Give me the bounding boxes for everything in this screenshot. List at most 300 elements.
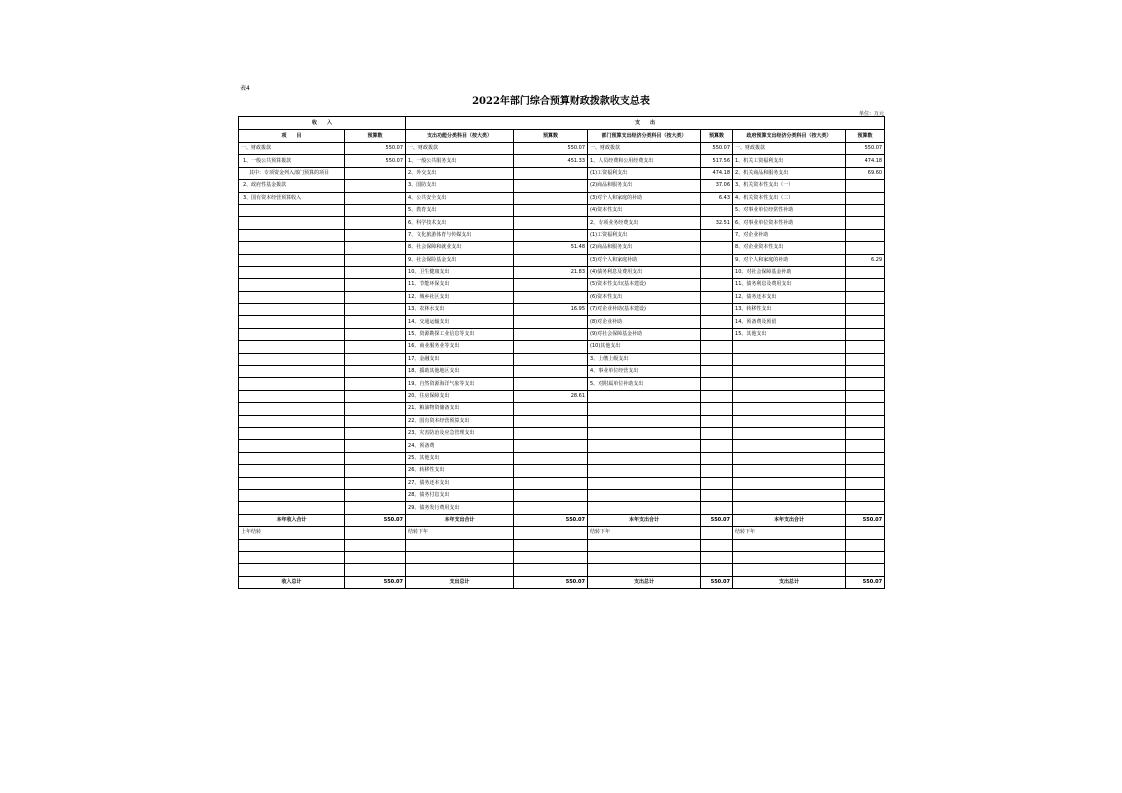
expense-group-header: 支 出	[406, 117, 885, 130]
table-cell	[239, 427, 345, 439]
table-row	[239, 390, 885, 402]
table-cell: 27、债务还本支出	[406, 477, 514, 489]
table-cell	[846, 527, 885, 539]
table-row	[239, 254, 885, 266]
table-cell: 474.18	[701, 167, 733, 179]
table-cell	[701, 328, 733, 340]
table-cell	[588, 489, 701, 501]
table-cell: 11、债务利息及费用支出	[733, 279, 846, 291]
table-cell	[514, 204, 588, 216]
table-cell	[588, 390, 701, 402]
table-cell	[239, 217, 345, 229]
table-cell	[701, 204, 733, 216]
table-cell	[345, 304, 406, 316]
table-cell	[733, 366, 846, 378]
table-cell	[345, 353, 406, 365]
table-cell	[345, 217, 406, 229]
table-cell: 20、住房保障支出	[406, 390, 514, 402]
table-cell	[514, 378, 588, 390]
table-cell: 550.07	[846, 576, 885, 588]
table-cell: 支出总计	[406, 576, 514, 588]
table-cell	[345, 465, 406, 477]
table-cell: (2)商品和服务支出	[588, 180, 701, 192]
table-cell: 5、教育支出	[406, 204, 514, 216]
table-cell: 一、财政拨款	[733, 143, 846, 155]
table-cell	[345, 415, 406, 427]
table-cell	[846, 366, 885, 378]
table-cell: (7)对企业补助(基本建设)	[588, 304, 701, 316]
table-cell	[345, 366, 406, 378]
table-cell	[846, 279, 885, 291]
table-cell	[846, 192, 885, 204]
empty-row	[239, 551, 885, 563]
table-cell	[239, 465, 345, 477]
table-cell: 5、对附属单位补助支出	[588, 378, 701, 390]
table-cell: 550.07	[514, 514, 588, 526]
table-cell	[345, 204, 406, 216]
table-cell	[514, 180, 588, 192]
table-cell: 一、财政拨款	[239, 143, 345, 155]
table-cell: 6、对事业单位资本性补助	[733, 217, 846, 229]
col-header-budget: 预算数	[846, 130, 885, 143]
table-cell	[239, 502, 345, 514]
table-cell	[514, 217, 588, 229]
table-cell: (3)对个人和家庭补助	[588, 254, 701, 266]
table-cell	[345, 427, 406, 439]
table-cell	[588, 440, 701, 452]
table-cell: 12、债务还本支出	[733, 291, 846, 303]
table-row	[239, 415, 885, 427]
table-cell	[733, 452, 846, 464]
table-cell: 3、国有资本经营预算收入	[239, 192, 345, 204]
table-cell	[588, 452, 701, 464]
table-cell: 10、卫生健康支出	[406, 266, 514, 278]
table-row	[239, 366, 885, 378]
table-cell: (1)工资福利支出	[588, 167, 701, 179]
col-header-dept-econ: 部门预算支出经济分类科目（按大类）	[588, 130, 701, 143]
table-cell	[345, 180, 406, 192]
table-cell	[733, 403, 846, 415]
table-cell: 2、专项业务经费支出	[588, 217, 701, 229]
table-cell: (2)商品和服务支出	[588, 242, 701, 254]
table-cell: 451.33	[514, 155, 588, 167]
table-cell	[701, 316, 733, 328]
table-row	[239, 192, 885, 204]
table-cell	[239, 254, 345, 266]
table-cell	[846, 378, 885, 390]
table-cell	[345, 167, 406, 179]
table-cell: (5)资本性支出(基本建设)	[588, 279, 701, 291]
table-cell: 12、城乡社区支出	[406, 291, 514, 303]
table-cell	[733, 353, 846, 365]
table-cell	[846, 440, 885, 452]
page-title: 2022年部门综合预算财政拨款收支总表	[472, 96, 650, 107]
table-cell	[588, 477, 701, 489]
table-row	[239, 304, 885, 316]
table-cell: 14、预备费及预留	[733, 316, 846, 328]
table-cell	[846, 353, 885, 365]
table-cell	[701, 502, 733, 514]
table-cell: 4、事业单位经营支出	[588, 366, 701, 378]
table-cell	[733, 465, 846, 477]
table-cell	[701, 254, 733, 266]
table-cell	[733, 489, 846, 501]
col-header-budget: 预算数	[514, 130, 588, 143]
table-cell	[514, 427, 588, 439]
table-cell: 结转下年	[733, 527, 846, 539]
table-cell	[239, 229, 345, 241]
table-cell	[846, 229, 885, 241]
table-cell: 结转下年	[406, 527, 514, 539]
table-cell: 28.61	[514, 390, 588, 402]
table-cell	[588, 502, 701, 514]
table-cell	[846, 341, 885, 353]
table-cell	[846, 452, 885, 464]
table-cell	[345, 279, 406, 291]
table-cell	[345, 266, 406, 278]
table-cell	[846, 415, 885, 427]
table-cell	[701, 291, 733, 303]
col-header-item: 项 目	[239, 130, 345, 143]
table-cell: 本年收入合计	[239, 514, 345, 526]
table-cell	[701, 527, 733, 539]
table-cell	[846, 316, 885, 328]
table-cell: 3、国防支出	[406, 180, 514, 192]
table-cell: 上年结转	[239, 527, 345, 539]
table-row	[239, 353, 885, 365]
table-cell	[514, 279, 588, 291]
table-cell	[701, 279, 733, 291]
table-row	[239, 489, 885, 501]
unit-label: 单位：万元	[858, 111, 884, 117]
table-cell: 32.51	[701, 217, 733, 229]
table-cell: 15、资源勘探工业信息等支出	[406, 328, 514, 340]
table-cell	[846, 477, 885, 489]
table-cell	[588, 415, 701, 427]
col-header-func-class: 支出功能分类科目（按大类）	[406, 130, 514, 143]
table-cell	[701, 477, 733, 489]
table-cell	[345, 390, 406, 402]
table-cell	[345, 316, 406, 328]
table-cell	[345, 403, 406, 415]
table-cell	[514, 477, 588, 489]
table-cell: 550.07	[701, 576, 733, 588]
table-cell: 9、对个人和家庭的补助	[733, 254, 846, 266]
table-cell	[239, 452, 345, 464]
col-header-gov-econ: 政府预算支出经济分类科目（按大类）	[733, 130, 846, 143]
table-cell: 37.06	[701, 180, 733, 192]
table-cell: 本年支出合计	[406, 514, 514, 526]
table-cell: (8)对企业补助	[588, 316, 701, 328]
table-cell: 550.07	[345, 143, 406, 155]
table-row	[239, 316, 885, 328]
table-cell: 21、粮油物资储备支出	[406, 403, 514, 415]
table-cell: 8、社会保障和就业支出	[406, 242, 514, 254]
table-cell: 8、对企业资本性支出	[733, 242, 846, 254]
table-cell	[846, 403, 885, 415]
table-cell: 69.60	[846, 167, 885, 179]
table-cell	[701, 353, 733, 365]
table-cell: 550.07	[846, 514, 885, 526]
table-cell	[846, 502, 885, 514]
table-cell: 5、对事业单位经常性补助	[733, 204, 846, 216]
table-row	[239, 341, 885, 353]
table-cell: 550.07	[345, 514, 406, 526]
table-cell	[239, 366, 345, 378]
header-row-group	[239, 117, 885, 130]
table-cell	[514, 291, 588, 303]
table-cell	[514, 489, 588, 501]
table-cell	[846, 266, 885, 278]
table-cell	[239, 204, 345, 216]
table-cell	[345, 378, 406, 390]
table-cell	[514, 465, 588, 477]
table-cell	[514, 328, 588, 340]
table-cell: 19、自然资源海洋气象等支出	[406, 378, 514, 390]
table-cell	[345, 328, 406, 340]
table-cell	[514, 353, 588, 365]
table-cell: 收入总计	[239, 576, 345, 588]
table-cell: (6)资本性支出	[588, 291, 701, 303]
table-cell: 结转下年	[588, 527, 701, 539]
table-cell: 6、科学技术支出	[406, 217, 514, 229]
table-cell	[701, 403, 733, 415]
table-cell	[239, 489, 345, 501]
table-cell	[239, 291, 345, 303]
table-row	[239, 180, 885, 192]
table-cell	[345, 242, 406, 254]
year-total-row	[239, 514, 885, 526]
table-cell: 7、文化旅游体育与传媒支出	[406, 229, 514, 241]
table-cell	[701, 415, 733, 427]
table-row	[239, 477, 885, 489]
table-row	[239, 328, 885, 340]
table-row	[239, 279, 885, 291]
table-cell: 550.07	[514, 576, 588, 588]
income-group-header: 收 入	[239, 117, 406, 130]
table-cell: 本年支出合计	[733, 514, 846, 526]
table-cell: 一、财政拨款	[406, 143, 514, 155]
table-row	[239, 217, 885, 229]
table-cell	[239, 353, 345, 365]
table-row	[239, 440, 885, 452]
table-cell: 28、债务付息支出	[406, 489, 514, 501]
table-cell	[846, 180, 885, 192]
table-cell: 550.07	[701, 143, 733, 155]
empty-row	[239, 564, 885, 576]
header-row-columns	[239, 130, 885, 143]
table-cell	[514, 192, 588, 204]
table-cell: 550.07	[514, 143, 588, 155]
table-cell: 支出总计	[588, 576, 701, 588]
table-cell: (10)其他支出	[588, 341, 701, 353]
table-cell: 1、一般公共预算拨款	[239, 155, 345, 167]
table-cell: 9、社会保险基金支出	[406, 254, 514, 266]
table-cell	[239, 266, 345, 278]
table-cell	[733, 477, 846, 489]
table-cell	[701, 489, 733, 501]
table-cell: 23、灾害防治及应急管理支出	[406, 427, 514, 439]
table-cell	[514, 229, 588, 241]
table-cell: 10、对社会保障基金补助	[733, 266, 846, 278]
table-cell	[239, 477, 345, 489]
table-cell	[733, 440, 846, 452]
table-cell: 4、公共安全支出	[406, 192, 514, 204]
table-cell	[239, 316, 345, 328]
table-cell	[345, 291, 406, 303]
table-cell: 15、其他支出	[733, 328, 846, 340]
table-cell: 6.43	[701, 192, 733, 204]
table-cell: 25、其他支出	[406, 452, 514, 464]
table-row	[239, 403, 885, 415]
table-cell: (4)资本性支出	[588, 204, 701, 216]
table-cell: (1)工资福利支出	[588, 229, 701, 241]
table-cell: 16、商业服务业等支出	[406, 341, 514, 353]
table-cell	[846, 328, 885, 340]
table-cell	[514, 167, 588, 179]
table-cell	[345, 341, 406, 353]
table-cell: 其中：专项资金列入部门预算的项目	[239, 167, 345, 179]
table-row	[239, 143, 885, 155]
table-row	[239, 378, 885, 390]
table-cell: 一、财政拨款	[588, 143, 701, 155]
table-row	[239, 465, 885, 477]
table-cell	[514, 316, 588, 328]
table-cell	[345, 527, 406, 539]
table-cell	[701, 242, 733, 254]
table-tag: 表4	[240, 85, 250, 92]
table-cell: 22、国有资本经营预算支出	[406, 415, 514, 427]
table-cell	[733, 415, 846, 427]
table-cell	[701, 427, 733, 439]
table-cell: 1、人员经费和公用经费支出	[588, 155, 701, 167]
table-cell: 29、债务发行费用支出	[406, 502, 514, 514]
table-cell: 2、机关商品和服务支出	[733, 167, 846, 179]
table-cell	[239, 378, 345, 390]
table-cell	[701, 390, 733, 402]
table-cell: 7、对企业补助	[733, 229, 846, 241]
table-cell: 24、预备费	[406, 440, 514, 452]
table-cell	[733, 341, 846, 353]
table-cell	[701, 304, 733, 316]
table-cell: (3)对个人和家庭的补助	[588, 192, 701, 204]
table-cell: 18、援助其他地区支出	[406, 366, 514, 378]
table-cell	[514, 502, 588, 514]
table-cell	[846, 489, 885, 501]
table-cell	[514, 415, 588, 427]
table-cell: 21.83	[514, 266, 588, 278]
table-cell	[733, 427, 846, 439]
table-cell	[239, 341, 345, 353]
grand-total-row	[239, 576, 885, 588]
col-header-budget: 预算数	[345, 130, 406, 143]
table-cell	[514, 403, 588, 415]
table-cell: 550.07	[345, 576, 406, 588]
table-cell: 支出总计	[733, 576, 846, 588]
table-row	[239, 452, 885, 464]
table-cell	[345, 502, 406, 514]
table-cell	[239, 440, 345, 452]
table-cell: 1、一般公共服务支出	[406, 155, 514, 167]
table-cell	[733, 378, 846, 390]
table-cell	[846, 217, 885, 229]
table-cell: 13、转移性支出	[733, 304, 846, 316]
empty-row	[239, 539, 885, 551]
table-cell	[239, 403, 345, 415]
carry-row	[239, 527, 885, 539]
table-cell: 51.48	[514, 242, 588, 254]
table-row	[239, 291, 885, 303]
table-cell: 3、机关资本性支出（一）	[733, 180, 846, 192]
table-cell	[345, 452, 406, 464]
table-cell	[345, 192, 406, 204]
table-cell: 1、机关工资福利支出	[733, 155, 846, 167]
table-cell	[514, 452, 588, 464]
table-cell	[701, 452, 733, 464]
table-cell	[846, 204, 885, 216]
table-cell	[514, 527, 588, 539]
table-body	[239, 143, 885, 515]
table-cell: 517.56	[701, 155, 733, 167]
table-cell	[588, 403, 701, 415]
table-cell	[846, 291, 885, 303]
table-cell: 本年支出合计	[588, 514, 701, 526]
table-cell	[846, 427, 885, 439]
table-cell: 2、外交支出	[406, 167, 514, 179]
table-cell	[701, 378, 733, 390]
budget-table	[238, 116, 885, 589]
table-cell	[239, 415, 345, 427]
table-cell: 2、政府性基金拨款	[239, 180, 345, 192]
table-cell: 17、金融支出	[406, 353, 514, 365]
table-cell	[239, 304, 345, 316]
table-cell	[846, 465, 885, 477]
table-cell: 4、机关资本性支出（二）	[733, 192, 846, 204]
table-cell	[514, 341, 588, 353]
table-cell: 550.07	[846, 143, 885, 155]
table-cell: 6.29	[846, 254, 885, 266]
table-cell	[588, 427, 701, 439]
table-cell	[701, 229, 733, 241]
table-cell	[239, 279, 345, 291]
table-cell: 3、上缴上级支出	[588, 353, 701, 365]
table-cell	[701, 266, 733, 278]
table-cell	[733, 502, 846, 514]
table-cell	[239, 328, 345, 340]
table-row	[239, 229, 885, 241]
table-cell	[701, 366, 733, 378]
table-cell	[514, 366, 588, 378]
table-cell: 474.18	[846, 155, 885, 167]
table-cell	[588, 465, 701, 477]
table-cell	[239, 242, 345, 254]
table-cell	[846, 242, 885, 254]
col-header-budget: 预算数	[701, 130, 733, 143]
table-cell	[345, 489, 406, 501]
table-cell: 550.07	[345, 155, 406, 167]
table-cell: 11、节能环保支出	[406, 279, 514, 291]
table-cell	[239, 390, 345, 402]
table-cell	[846, 390, 885, 402]
table-row	[239, 502, 885, 514]
table-row	[239, 427, 885, 439]
table-row	[239, 155, 885, 167]
table-cell: 14、交通运输支出	[406, 316, 514, 328]
table-row	[239, 242, 885, 254]
table-row	[239, 167, 885, 179]
table-cell	[345, 477, 406, 489]
table-cell: 550.07	[701, 514, 733, 526]
